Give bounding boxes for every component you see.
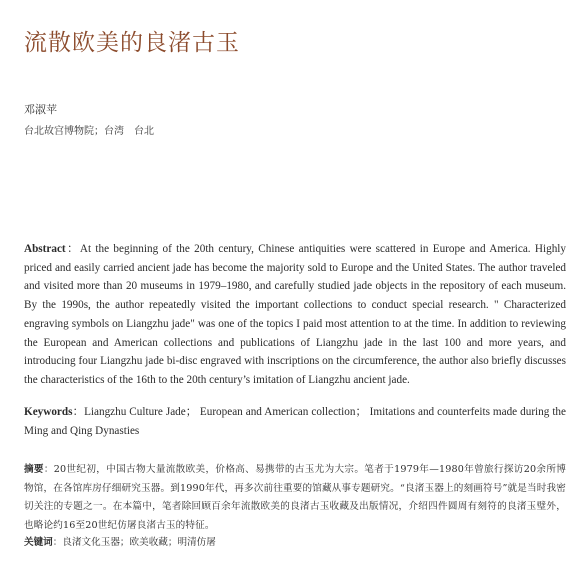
keywords-cn-separator: ： [52,537,63,548]
abstract-cn-label: 摘要 [24,464,44,475]
author-name: 邓淑苹 [24,103,57,116]
abstract-en-text: At the beginning of the 20th century, Chinese antiquities were scattered in Europe and America. Highly priced and easily carried ancient jade has become the majority sold to Europe and the United States. The author traveled and visited more than 20 museums in 1979–1980, and carefully studied jade objects in the repository of each museum. By the 1990s, the author repeatedly visited the important collections to conduct special research. " Characterized engraving symbols on Liangzhu jade" was one of the topics I paid most attention to at the time. In addition to reviewing the European and American collections and publications of Liangzhu jade in the last 100 and more years, and introducing four Liangzhu jade bi-disc engraved with inscriptions on the circumference, the author also briefly discusses the characteristics of the 16th to the 20th century’s imitation of Liangzhu ancient jade. [24,243,566,386]
abstract-cn-text: 20世纪初，中国古物大量流散欧美，价格高、易携带的古玉尤为大宗。笔者于1979年—1980年曾旅行探访20余所博物馆，在各馆库房仔细研究玉器。到1990年代，再多次前往重要的馆藏从事专题研究。“良渚玉器上的刻画符号”就是当时我密切关注的专题之一。在本篇中，笔者除回顾百余年流散欧美的良渚古玉收藏及出版情况，介绍四件圆周有刻符的良渚玉璧外，也略论约16至20世纪仿屠良渚古玉的特征。 [24,464,566,531]
abstract-chinese [24,461,566,535]
keywords-chinese [24,534,566,553]
paper-title: 流散欧美的良渚古玉 [24,30,240,56]
keywords-en-separator: ： [72,406,85,418]
abstract-cn-separator: ： [43,464,54,475]
author-affiliation: 台北故宫博物院；台湾 台北 [24,126,154,137]
abstract-en-label: Abstract [24,243,66,255]
abstract-en-separator: ： [65,243,80,255]
abstract-english [24,240,566,390]
keywords-en-text: Liangzhu Culture Jade； European and American collection； Imitations and counterfeits made during the Ming and Qing Dynasties [24,406,566,437]
keywords-cn-text: 良渚文化玉器；欧美收藏；明清仿屠 [62,537,216,548]
keywords-english [24,403,566,440]
keywords-en-label: Keywords [24,406,73,418]
keywords-cn-label: 关键词 [24,537,53,548]
